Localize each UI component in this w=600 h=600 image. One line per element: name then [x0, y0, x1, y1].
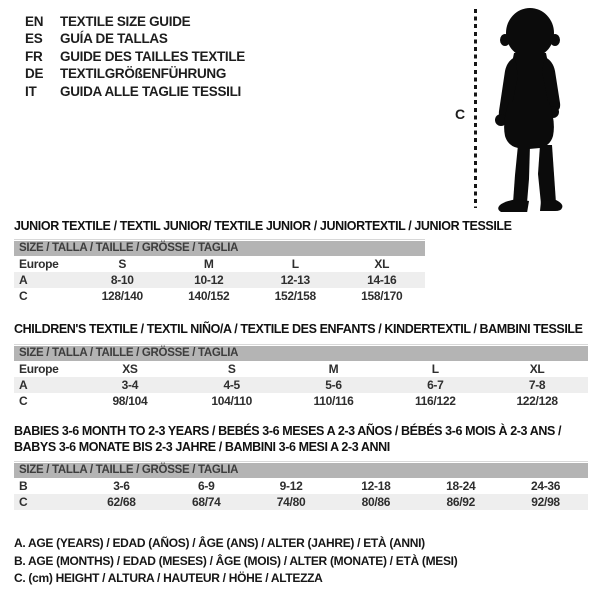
table-cell: 74/80 — [276, 495, 306, 509]
section-title-junior — [14, 218, 512, 234]
table-cell: 12-18 — [361, 479, 391, 493]
table-cell: 10-12 — [194, 273, 224, 287]
table-cell: 3-6 — [113, 479, 130, 493]
column-header-row — [14, 361, 588, 377]
table-cell: 140/152 — [188, 289, 230, 303]
footnote-line: B. AGE (MONTHS) / EDAD (MESES) / ÂGE (MOIS) / ALTER (MONATE) / ETÀ (MESI) — [14, 553, 458, 568]
table-cell: 62/68 — [107, 495, 136, 509]
height-measure-dashed-line — [474, 9, 477, 208]
table-row — [14, 494, 588, 510]
language-row — [25, 13, 245, 30]
column-header-cell: XS — [122, 362, 138, 376]
size-table-children — [14, 344, 588, 409]
column-header-cell: XL — [374, 257, 390, 271]
row-label: A — [19, 378, 28, 392]
column-header-cell: XL — [529, 362, 545, 376]
section-title-line: JUNIOR TEXTILE / TEXTIL JUNIOR/ TEXTILE JUNIOR / JUNIORTEXTIL / JUNIOR TESSILE — [14, 219, 512, 233]
footnote-line: C. (cm) HEIGHT / ALTURA / HAUTEUR / HÖHE / ALTEZZA — [14, 571, 323, 586]
row-label: A — [19, 273, 28, 287]
table-cell: 80/86 — [361, 495, 391, 509]
table-cell: 18-24 — [446, 479, 476, 493]
section-title-line: BABIES 3-6 MONTH TO 2-3 YEARS / BEBÉS 3-6 MESES A 2-3 AÑOS / BÉBÉS 3-6 MOIS À 2-3 ANS / — [14, 424, 562, 438]
footnote-list — [14, 535, 457, 588]
table-cell: 98/104 — [112, 394, 148, 408]
table-cell: 12-13 — [280, 273, 310, 287]
column-header-cell: S — [227, 362, 236, 376]
row-label: C — [19, 495, 28, 509]
language-row — [25, 83, 245, 100]
language-list — [25, 13, 245, 100]
column-header-cell: L — [431, 362, 439, 376]
section-title-line: CHILDREN'S TEXTILE / TEXTIL NIÑO/A / TEXTILE DES ENFANTS / KINDERTEXTIL / BAMBINI TESSILE — [14, 322, 583, 336]
table-cell: 122/128 — [516, 394, 558, 408]
table-cell: 110/116 — [313, 394, 354, 408]
language-code: EN — [25, 14, 44, 29]
table-cell: 152/158 — [274, 289, 316, 303]
table-cell: 128/140 — [101, 289, 143, 303]
height-measure-label: C — [455, 106, 465, 122]
table-cell: 24-36 — [530, 479, 561, 493]
table-cell: 8-10 — [110, 273, 134, 287]
table-cell: 7-8 — [528, 378, 546, 392]
table-cell: 68/74 — [191, 495, 221, 509]
language-code: IT — [25, 83, 37, 99]
column-header-label: Europe — [19, 257, 59, 271]
language-code: ES — [25, 31, 43, 47]
size-header-bar: SIZE / TALLA / TAILLE / GRÖSSE / TAGLIA — [14, 241, 425, 256]
size-header-bar: SIZE / TALLA / TAILLE / GRÖSSE / TAGLIA — [14, 463, 588, 478]
table-cell: 4-5 — [223, 378, 240, 392]
language-label: GUIDE DES TAILLES TEXTILE — [60, 48, 246, 64]
language-label: TEXTILGRÖßENFÜHRUNG — [60, 66, 227, 82]
table-cell: 6-7 — [427, 378, 444, 392]
table-cell: 116/122 — [414, 394, 456, 408]
column-header-row — [14, 256, 425, 272]
table-row — [14, 377, 588, 393]
section-title-line: BABYS 3-6 MONATE BIS 2-3 JAHRE / BAMBINI 3-6 MESI A 2-3 ANNI — [14, 440, 390, 454]
language-label: GUIDA ALLE TAGLIE TESSILI — [60, 83, 241, 99]
column-header-label: Europe — [19, 362, 59, 376]
table-cell: 5-6 — [325, 378, 342, 392]
language-code: FR — [25, 48, 43, 64]
toddler-silhouette-icon — [484, 7, 574, 212]
language-row — [25, 48, 245, 65]
table-cell: 86/92 — [446, 495, 475, 509]
table-cell: 3-4 — [121, 378, 139, 392]
language-row — [25, 30, 245, 47]
language-label: GUÍA DE TALLAS — [60, 31, 168, 47]
column-header-cell: S — [118, 257, 127, 271]
row-label: B — [19, 479, 28, 493]
column-header-cell: M — [328, 362, 339, 376]
column-header-cell: M — [203, 257, 214, 271]
section-title-babies — [14, 423, 561, 455]
table-cell: 104/110 — [211, 394, 252, 408]
language-row — [25, 65, 245, 82]
column-header-cell: L — [291, 257, 299, 271]
language-code: DE — [25, 66, 44, 82]
size-table-junior — [14, 239, 425, 304]
table-cell: 9-12 — [279, 479, 303, 493]
table-cell: 92/98 — [531, 495, 560, 509]
size-table-babies — [14, 461, 588, 510]
section-title-children — [14, 321, 583, 337]
size-header-bar: SIZE / TALLA / TAILLE / GRÖSSE / TAGLIA — [14, 346, 588, 361]
language-label: TEXTILE SIZE GUIDE — [60, 14, 191, 29]
table-row — [14, 478, 588, 494]
table-cell: 14-16 — [367, 273, 397, 287]
table-cell: 158/170 — [361, 289, 403, 303]
table-row — [14, 272, 425, 288]
table-row — [14, 288, 425, 304]
table-cell: 6-9 — [198, 479, 215, 493]
row-label: C — [19, 394, 28, 408]
row-label: C — [19, 289, 28, 303]
table-row — [14, 393, 588, 409]
footnote-line: A. AGE (YEARS) / EDAD (AÑOS) / ÂGE (ANS) / ALTER (JAHRE) / ETÀ (ANNI) — [14, 536, 425, 550]
